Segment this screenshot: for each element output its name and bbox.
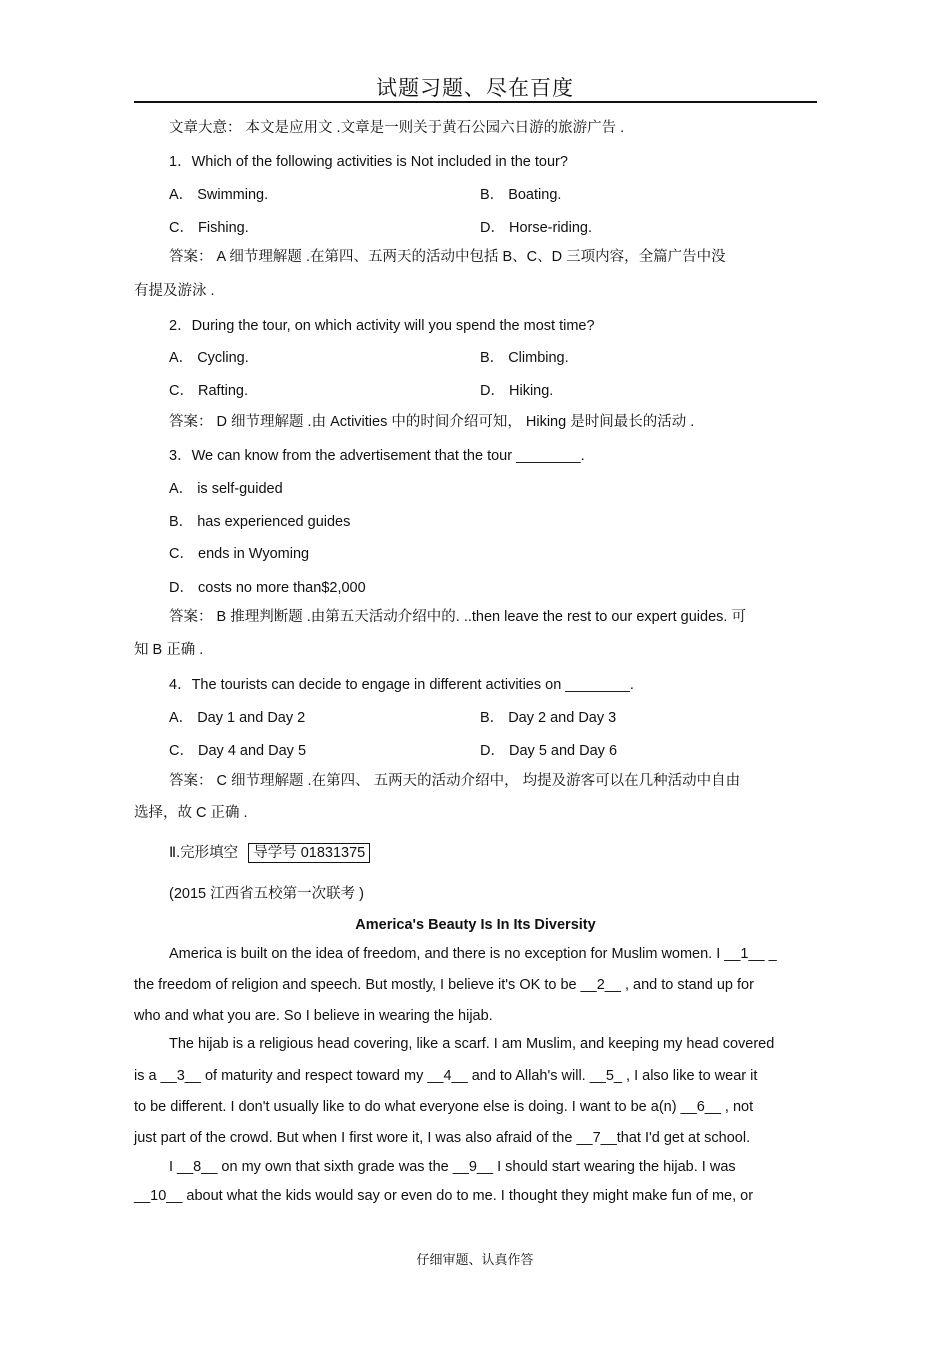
question-2-option-c: C． Rafting. — [169, 383, 248, 399]
question-1-answer-cont: 有提及游泳 . — [134, 283, 215, 299]
question-4-option-b: B． Day 2 and Day 3 — [480, 710, 617, 726]
question-2-option-b: B． Climbing. — [480, 350, 569, 366]
passage-line: is a __3__ of maturity and respect toward my __4__ and to Allah's will. __5_ , I also like to wear it — [134, 1068, 758, 1084]
question-2-option-a: A． Cycling. — [169, 350, 249, 366]
question-3-option-a: A． is self-guided — [169, 481, 283, 497]
question-4-answer-cont: 选择，故 C 正确 . — [134, 805, 248, 821]
section-heading — [169, 844, 370, 862]
question-3-option-d: D． costs no more than$2,000 — [169, 580, 366, 596]
passage-line: __10__ about what the kids would say or even do to me. I thought they might make fun of me, or — [134, 1188, 754, 1204]
question-1-answer: 答案： A 细节理解题 .在第四、五两天的活动中包括 B、C、D 三项内容，全篇广告中没 — [169, 249, 726, 265]
passage-line: just part of the crowd. But when I first wore it, I was also afraid of the __7__that I'd get at school. — [134, 1130, 751, 1146]
passage-line: The hijab is a religious head covering, like a scarf. I am Muslim, and keeping my head covered — [169, 1036, 775, 1052]
question-4-answer: 答案： C 细节理解题 .在第四、 五两天的活动介绍中， 均提及游客可以在几种活动中自由 — [169, 773, 741, 789]
passage-line: to be different. I don't usually like to do what everyone else is doing. I want to be a(n) __6__ , not — [134, 1099, 754, 1115]
header-divider — [134, 101, 817, 103]
section-label: Ⅱ.完形填空 — [169, 845, 239, 861]
question-1-option-b: B． Boating. — [480, 187, 562, 203]
question-1-option-c: C． Fishing. — [169, 220, 249, 236]
page-header-title: 试题习题、尽在百度 — [376, 76, 574, 100]
question-3-answer-cont: 知 B 正确 . — [134, 642, 204, 658]
article-summary: 文章大意： 本文是应用文 .文章是一则关于黄石公园六日游的旅游广告 . — [169, 120, 625, 136]
page-footer: 仔细审题、认真作答 — [416, 1252, 534, 1267]
question-3-stem: 3．We can know from the advertisement that the tour ________. — [169, 448, 585, 464]
question-2-stem: 2．During the tour, on which activity will you spend the most time? — [169, 318, 595, 334]
question-3-option-c: C． ends in Wyoming — [169, 546, 310, 562]
passage-line: the freedom of religion and speech. But mostly, I believe it's OK to be __2__ , and to stand up for — [134, 977, 754, 993]
question-4-option-d: D． Day 5 and Day 6 — [480, 743, 618, 759]
passage-title: America's Beauty Is In Its Diversity — [355, 917, 596, 933]
question-3-option-b: B． has experienced guides — [169, 514, 351, 530]
passage-line: who and what you are. So I believe in wearing the hijab. — [134, 1008, 493, 1024]
question-2-option-d: D． Hiking. — [480, 383, 554, 399]
passage-source: (2015 江西省五校第一次联考 ) — [169, 886, 364, 902]
question-1-stem: 1．Which of the following activities is Not included in the tour? — [169, 154, 568, 170]
question-4-stem: 4．The tourists can decide to engage in different activities on ________. — [169, 677, 634, 693]
section-code-box: 导学号 01831375 — [248, 843, 370, 863]
passage-line: America is built on the idea of freedom, and there is no exception for Muslim women. I __1__ _ — [169, 946, 777, 962]
question-1-option-d: D． Horse-riding. — [480, 220, 592, 236]
question-4-option-a: A． Day 1 and Day 2 — [169, 710, 306, 726]
question-3-answer: 答案： B 推理判断题 .由第五天活动介绍中的. ..then leave the rest to our expert guides. 可 — [169, 609, 746, 625]
question-1-option-a: A． Swimming. — [169, 187, 269, 203]
passage-line: I __8__ on my own that sixth grade was the __9__ I should start wearing the hijab. I was — [169, 1159, 736, 1175]
question-4-option-c: C． Day 4 and Day 5 — [169, 743, 307, 759]
question-2-answer: 答案： D 细节理解题 .由 Activities 中的时间介绍可知， Hiking 是时间最长的活动 . — [169, 414, 695, 430]
